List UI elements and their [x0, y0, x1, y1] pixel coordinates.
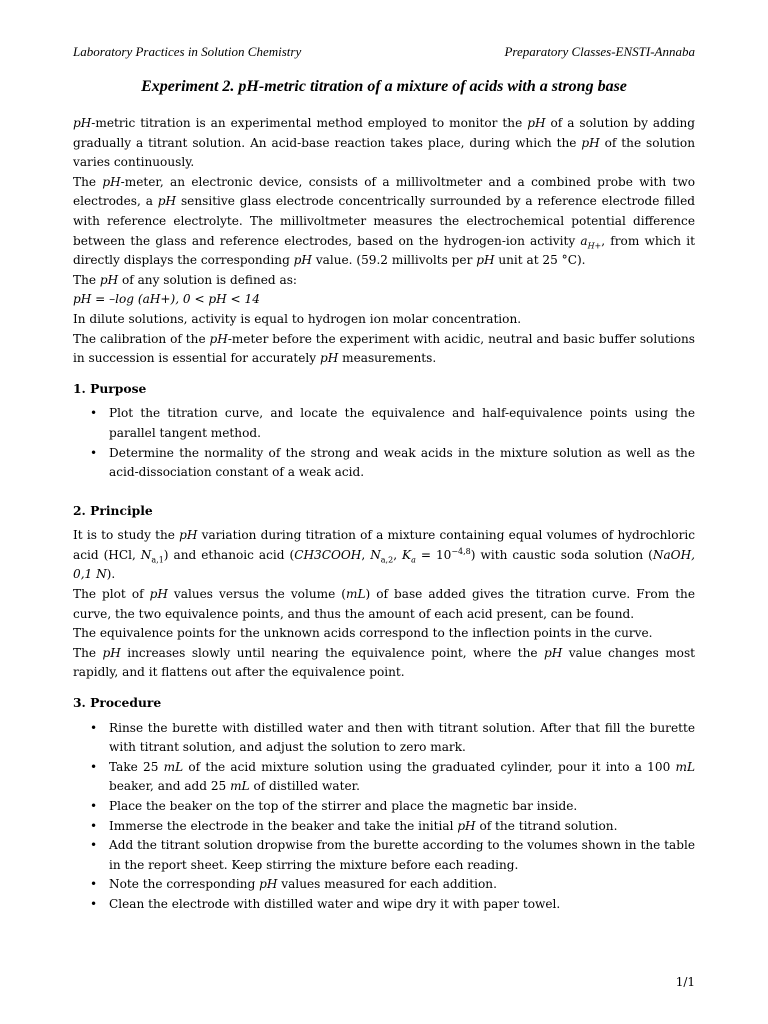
principle-paragraph-2: The plot of pH values versus the volume (mL) of base added gives the titration curve. From the curve, the two equivalence points, and thus the amount of each acid present, can be found. — [73, 587, 696, 621]
principle-paragraph-3: The equivalence points for the unknown acids correspond to the inflection points in the curve. — [73, 626, 653, 641]
document-body — [73, 114, 695, 915]
page-number: 1/1 — [675, 975, 695, 989]
intro-paragraph-5: The calibration of the pH-meter before the experiment with acidic, neutral and basic buffer solutions in succession is essential for accurately pH measurements. — [73, 331, 695, 366]
header-course-title: Laboratory Practices in Solution Chemistry — [73, 44, 302, 59]
procedure-step: • Immerse the electrode in the beaker and take the initial pH of the titrand solution. — [109, 817, 695, 837]
intro-paragraph-1: pH-metric titration is an experimental method employed to monitor the pH of a solution by adding gradually a titrant solution. An acid-base reaction takes place, during which the pH of the solution varies continuously. — [73, 116, 695, 170]
ph-definition-formula: pH = –log (aH+), 0 < pH < 14 — [73, 292, 260, 307]
header-institution: Preparatory Classes-ENSTI-Annaba — [504, 44, 695, 59]
purpose-item: • Determine the normality of the strong and weak acids in the mixture solution as well as the acid-dissociation constant of a weak acid. — [109, 444, 695, 483]
intro-paragraph-2: The pH-meter, an electronic device, consists of a millivoltmeter and a combined probe with two electrodes, a pH sensitive glass electrode concentrically surrounded by a reference electrode filled with reference electrolyte. The millivoltmeter measures the electrochemical potential difference between the glass and reference electrodes, based on the hydrogen-ion activity $a_{H+}$, from which it directly displays the corresponding pH value. (59.2 millivolts per pH unit at 25 °C). — [73, 174, 696, 268]
intro-paragraph-4: In dilute solutions, activity is equal to hydrogen ion molar concentration. — [73, 311, 522, 326]
principle-heading: 2. Principle — [73, 502, 153, 518]
procedure-list — [73, 719, 695, 915]
intro-paragraph-3: The pH of any solution is defined as: — [73, 272, 297, 287]
experiment-title: Experiment 2. pH-metric titration of a mixture of acids with a strong base — [141, 78, 627, 95]
purpose-heading: 1. Purpose — [73, 380, 147, 396]
purpose-list — [73, 404, 695, 482]
procedure-step: • Note the corresponding pH values measured for each addition. — [109, 875, 695, 895]
procedure-heading: 3. Procedure — [73, 695, 162, 711]
procedure-step: • Rinse the burette with distilled water and then with titrant solution. After that fill the burette with titrant solution, and adjust the solution to zero mark. — [109, 719, 695, 758]
procedure-step: • Clean the electrode with distilled water and wipe dry it with paper towel. — [109, 895, 695, 915]
principle-paragraph-1: It is to study the pH variation during titration of a mixture containing equal volumes of hydrochloric acid (HCl, $N_{a,1}$) and ethanoic acid (CH3COOH, $N_{a,2}$, $K_a = 10^{-4,8}$) with caustic soda solution (NaOH, 0,1 N). — [73, 528, 695, 582]
procedure-step: • Take 25 mL of the acid mixture solution using the graduated cylinder, pour it into a 100 mL beaker, and add 25 mL of distilled water. — [109, 758, 695, 797]
principle-paragraph-4: The pH increases slowly until nearing the equivalence point, where the pH value changes most rapidly, and it flattens out after the equivalence point. — [73, 645, 696, 680]
procedure-step: • Place the beaker on the top of the stirrer and place the magnetic bar inside. — [109, 797, 695, 817]
procedure-step: • Add the titrant solution dropwise from the burette according to the volumes shown in the table in the report sheet. Keep stirring the mixture before each reading. — [109, 836, 695, 875]
purpose-item: • Plot the titration curve, and locate the equivalence and half-equivalence points using the parallel tangent method. — [109, 404, 695, 443]
running-header — [73, 44, 695, 60]
